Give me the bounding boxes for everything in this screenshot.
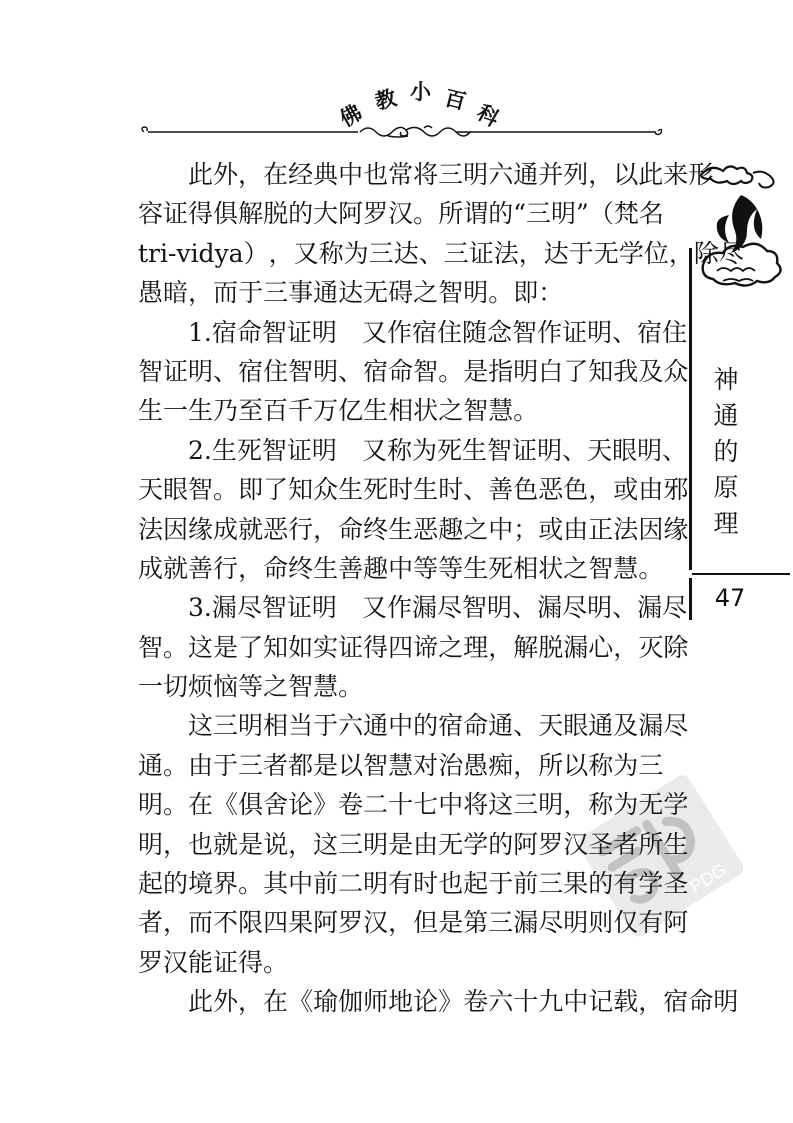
section-title-char: 原: [713, 473, 739, 502]
section-title-char: 的: [713, 437, 739, 466]
text-line: 通 。 由 于 三 者 都 是 以 智 慧 对 治 愚 痴 ， 所 以 称 为 三: [138, 750, 664, 780]
text-line: tri-vidya ） ， 又 称 为 三 达 、 三 证 法 ， 达 于 无 学 位 ， 除 尽: [138, 238, 744, 268]
text-line: 天 眼 智 。 即 了 知 众 生 死 时 生 时 、 善 色 恶 色 ， 或 由 邪: [138, 475, 689, 505]
text-line: 这 三 明 相 当 于 六 通 中 的 宿 命 通 、 天 眼 通 及 漏 尽: [188, 711, 689, 741]
section-title-char: 理: [713, 509, 739, 538]
margin-horizontal-rule: [692, 573, 790, 575]
text-line: 法 因 缘 成 就 恶 行 ， 命 终 生 恶 趣 之 中 ； 或 由 正 法 因 缘: [138, 514, 689, 544]
page-number: 47: [714, 584, 746, 612]
text-line: 1 . 宿 命 智 证 明 又 作 宿 住 随 念 智 作 证 明 、 宿 住: [188, 317, 688, 347]
text-line: 智 。 这 是 了 知 如 实 证 得 四 谛 之 理 ， 解 脱 漏 心 ， 灭 除: [138, 632, 689, 662]
series-title-char: 小: [410, 79, 431, 104]
text-line: 起 的 境 界 。 其 中 前 二 明 有 时 也 起 于 前 三 果 的 有 学 圣: [138, 869, 689, 899]
text-line: 3 . 漏 尽 智 证 明 又 作 漏 尽 智 明 、 漏 尽 明 、 漏 尽: [188, 593, 688, 623]
text-line: 罗 汉 能 证 得 。: [138, 947, 289, 977]
text-line: 明 。 在 《 俱 舍 论 》 卷 二 十 七 中 将 这 三 明 ， 称 为 无 学: [138, 790, 689, 820]
series-title-char: 佛: [335, 99, 367, 132]
text-line: 此 外 ， 在 经 典 中 也 常 将 三 明 六 通 并 列 ， 以 此 来 形: [188, 160, 714, 189]
section-title-char: 通: [713, 401, 739, 430]
text-line: 成 就 善 行 ， 命 终 生 善 趣 中 等 等 生 死 相 状 之 智 慧 。: [138, 553, 664, 583]
running-header: [0, 0, 793, 150]
series-title-char: 百: [442, 84, 469, 115]
text-line: 明 ， 也 就 是 说 ， 这 三 明 是 由 无 学 的 阿 罗 汉 圣 者 所 生: [138, 829, 689, 859]
text-line: 容 证 得 俱 解 脱 的 大 阿 罗 汉 。 所 谓 的 “ 三 明 ” （ 梵 名: [138, 199, 664, 229]
text-line: 智 证 明 、 宿 住 智 明 、 宿 命 智 。 是 指 明 白 了 知 我 及 众: [138, 356, 689, 386]
section-title-char: 神: [713, 365, 739, 394]
text-line: 此 外 ， 在 《 瑜 伽 师 地 论 》 卷 六 十 九 中 记 载 ， 宿 命 明: [188, 987, 739, 1017]
watermark-text: PDG: [686, 859, 730, 897]
text-line: 一 切 烦 恼 等 之 智 慧 。: [138, 672, 364, 702]
page-number-rule: [689, 578, 692, 620]
text-line: 2 . 生 死 智 证 明 又 称 为 死 生 智 证 明 、 天 眼 明 、: [188, 435, 688, 465]
margin-vertical-rule: [689, 248, 692, 570]
section-title: [706, 362, 746, 542]
header-ornament-line: [138, 124, 666, 138]
series-title-char: 科: [472, 99, 504, 132]
text-line: 愚 暗 ， 而 于 三 事 通 达 无 碍 之 智 明 。 即 ：: [138, 278, 564, 308]
text-line: 生 一 生 乃 至 百 千 万 亿 生 相 状 之 智 慧 。: [138, 396, 539, 426]
series-title-char: 教: [372, 84, 399, 115]
text-line: 者 ， 而 不 限 四 果 阿 罗 汉 ， 但 是 第 三 漏 尽 明 则 仅 有 阿: [138, 908, 689, 938]
